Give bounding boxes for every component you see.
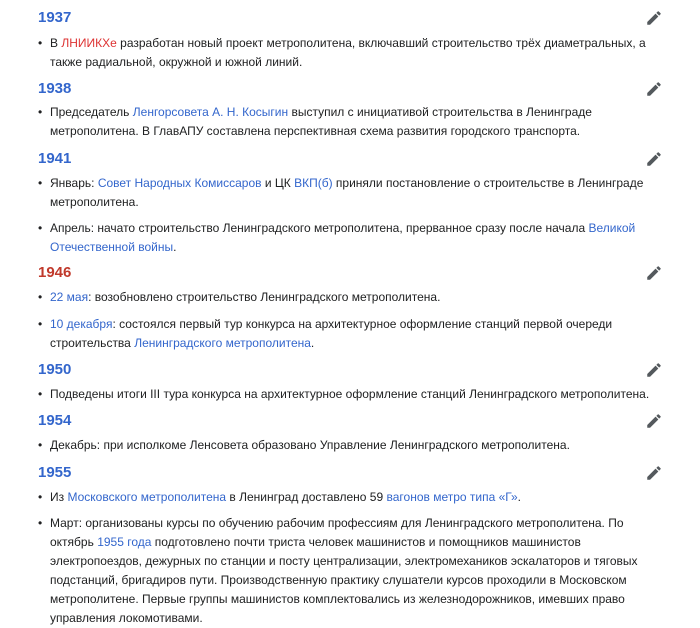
- year-heading: 1946: [38, 264, 72, 281]
- text-run: : состоялся первый тур конкурса на архитектурное оформление станций первой очереди строительства: [50, 317, 613, 350]
- inline-link[interactable]: 1955 года: [97, 535, 152, 549]
- list-item-text: [50, 219, 658, 257]
- text-run: .: [310, 336, 315, 350]
- inline-link[interactable]: 10 декабря: [50, 317, 113, 331]
- list-item-text: [50, 288, 658, 307]
- list-item-text: [50, 174, 658, 212]
- text-run: Март: организованы курсы по обучению рабочим профессиям для Ленинградского метрополитена. По октябрь: [50, 516, 624, 549]
- inline-link[interactable]: вагонов метро типа «Г»: [386, 490, 518, 504]
- text-run: Январь:: [50, 176, 98, 190]
- text-run: Председатель: [50, 105, 133, 119]
- inline-link[interactable]: 22 мая: [50, 290, 89, 304]
- text-run: Апрель: начато строительство Ленинградского метрополитена, прерванное сразу после начала: [50, 221, 589, 235]
- inline-link[interactable]: Московского метрополитена: [67, 490, 227, 504]
- inline-link[interactable]: Ленгорсовета: [132, 105, 209, 119]
- text-run: приняли постановление о строительстве в Ленинграде метрополитена.: [50, 176, 644, 209]
- list-item: • Март: организованы курсы по обучению рабочим профессиям для Ленинградского метрополитена. По октябрь 1955 года подготовлено почти триста человек машинистов и помощников машинистов электропоездов, дежурных по станции и посту централизации, электромехаников эскалаторов и тяговых подстанций, бригадиров пути. Производственную практику слушатели курсов проходили в Московском метрополитене. Первые группы машинистов комплектовались из железнодорожников, имевших право управления локомотивами.: [38, 514, 658, 628]
- list-item-text: [50, 103, 658, 141]
- year-heading: 1950: [38, 361, 72, 378]
- list-item: • 10 декабря: состоялся первый тур конкурса на архитектурное оформление станций первой очереди строительства Ленинградского метрополитена.: [38, 315, 658, 353]
- text-run: : возобновлено строительство Ленинградского метрополитена.: [88, 290, 441, 304]
- list-item: • 22 мая: возобновлено строительство Ленинградского метрополитена.: [38, 288, 658, 307]
- text-run: разработан новый проект метрополитена, включавший строительство трёх диаметральных, а также радиальной, окружной и южной линий.: [50, 36, 646, 69]
- inline-link[interactable]: ВКП(б): [294, 176, 333, 190]
- inline-link[interactable]: Совет Народных Комиссаров: [97, 176, 262, 190]
- text-run: Декабрь: при исполкоме Ленсовета образовано Управление Ленинградского метрополитена.: [50, 438, 570, 452]
- list-item: • Из Московского метрополитена в Ленинград доставлено 59 вагонов метро типа «Г».: [38, 488, 658, 507]
- list-item: • В ЛНИИКХе разработан новый проект метрополитена, включавший строительство трёх диаметральных, а также радиальной, окружной и южной линий.: [38, 34, 658, 72]
- list-item-text: [50, 315, 658, 353]
- list-item-text: [50, 385, 658, 404]
- text-run: и ЦК: [261, 176, 295, 190]
- list-item: • Декабрь: при исполкоме Ленсовета образовано Управление Ленинградского метрополитена.: [38, 436, 658, 455]
- text-run: выступил с инициативой строительства в Ленинграде метрополитена. В ГлавАПУ составлена перспективная схема развития городского транспорта.: [50, 105, 592, 138]
- text-run: Подведены итоги III тура конкурса на архитектурное оформление станций Ленинградского метрополитена.: [50, 387, 650, 401]
- edit-pencil-icon[interactable]: [645, 412, 665, 432]
- year-heading: 1938: [38, 80, 72, 97]
- text-run: В: [50, 36, 62, 50]
- list-item: • Подведены итоги III тура конкурса на архитектурное оформление станций Ленинградского метрополитена.: [38, 385, 658, 404]
- year-heading: 1941: [38, 150, 72, 167]
- list-item: • Апрель: начато строительство Ленинградского метрополитена, прерванное сразу после начала Великой Отечественной войны.: [38, 219, 658, 257]
- list-item-text: [50, 488, 658, 507]
- text-run: .: [173, 240, 177, 254]
- inline-link[interactable]: Ленинградского метрополитена: [134, 336, 311, 350]
- edit-pencil-icon[interactable]: [645, 361, 665, 381]
- edit-pencil-icon[interactable]: [645, 464, 665, 484]
- list-item-text: [50, 514, 658, 628]
- list-item: • Январь: Совет Народных Комиссаров и ЦК ВКП(б) приняли постановление о строительстве в Ленинграде метрополитена.: [38, 174, 658, 212]
- list-item: • Председатель Ленгорсовета А. Н. Косыгин выступил с инициативой строительства в Ленинграде метрополитена. В ГлавАПУ составлена перспективная схема развития городского транспорта.: [38, 103, 658, 141]
- text-run: .: [517, 490, 522, 504]
- inline-link[interactable]: ЛНИИКХе: [61, 36, 117, 50]
- year-heading: 1954: [38, 412, 72, 429]
- year-heading: 1955: [38, 464, 72, 481]
- list-item-text: [50, 34, 658, 72]
- inline-link[interactable]: А. Н. Косыгин: [212, 105, 289, 119]
- list-item-text: [50, 436, 658, 455]
- inline-link[interactable]: Великой Отечественной войны: [50, 221, 636, 254]
- text-run: Из: [50, 490, 68, 504]
- edit-pencil-icon[interactable]: [645, 150, 665, 170]
- text-run: подготовлено почти триста человек машинистов и помощников машинистов электропоездов, дежурных по станции и посту централизации, электромехаников эскалаторов и тяговых подстанций, бригадиров пути. Производственную практику слушатели курсов проходили в Московском метрополитене. Первые группы машинистов комплектовались из железнодорожников, имевших право управления локомотивами.: [50, 535, 638, 625]
- edit-pencil-icon[interactable]: [645, 264, 665, 284]
- edit-pencil-icon[interactable]: [645, 9, 665, 29]
- text-run: в Ленинград доставлено 59: [226, 490, 387, 504]
- year-heading: 1937: [38, 9, 72, 26]
- edit-pencil-icon[interactable]: [645, 80, 665, 100]
